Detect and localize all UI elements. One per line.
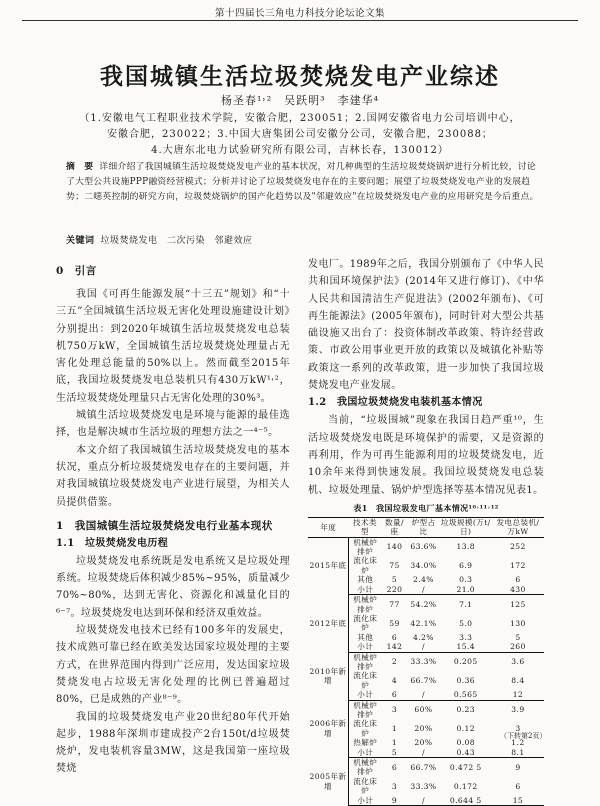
table-cell: 3.3	[459, 632, 473, 642]
table-cell: 34.0%	[410, 561, 437, 571]
table-row	[308, 700, 544, 719]
table-cell: 6	[515, 575, 521, 585]
table-cell: 0.172	[453, 781, 478, 791]
abstract	[66, 160, 544, 205]
table-cell: 流化床炉	[353, 776, 378, 796]
abstract-text: 详细介绍了我国城镇生活垃圾焚烧发电产业的基本状况，对几种典型的生活垃圾焚烧锅炉进行分析比较，讨论了大型公共设施PPP融资经营模式；分析并讨论了垃圾焚烧发电存在的主要问题；展望了垃圾焚烧发电产业的发展趋势；二噁英控制的研究方向，垃圾焚烧锅炉的国产化趋势以及"邻避效应"在垃圾焚烧发电产业的应用研究是今后重点。	[66, 162, 539, 202]
table-row	[308, 758, 544, 777]
table-cell: 其他	[357, 632, 374, 642]
table-cell: 1	[391, 724, 398, 734]
table-cell: 0.565	[440, 690, 492, 700]
section-1-1-paragraph-3: 我国的垃圾焚烧发电产业20世纪80年代开始起步，1988年深圳市建成投产2台150t/d垃圾焚烧炉，发电装机容量3MW，这是我国第一座垃圾焚烧	[56, 711, 290, 775]
table-header-capacity: 发电总装机/万kW	[492, 517, 544, 537]
intro-paragraph-2: 城镇生活垃圾焚烧发电是环境与能源的最佳选择，也是解决城市生活垃圾的理想方法之一⁴⁻⁵。	[56, 410, 290, 439]
table-header-year: 年度	[308, 517, 348, 537]
table-header-count: 数量/座	[382, 517, 408, 537]
table-cell: 3.9	[511, 705, 525, 715]
table-cell: 8.1	[492, 748, 544, 758]
table-cell: 220	[382, 585, 408, 595]
table-cell: 5	[515, 632, 521, 642]
table-cell: /	[407, 585, 439, 595]
table-cell: 小计	[348, 690, 381, 700]
table-cell: 130	[510, 618, 526, 628]
table-year-cell: 2015年底	[308, 537, 348, 594]
table-cell: 0.12	[456, 724, 475, 734]
table-cell: 42.1%	[410, 618, 437, 628]
table-cell: 其他	[357, 575, 374, 585]
table-cell: 6	[382, 690, 408, 700]
table-year-cell: 2006年新增	[308, 700, 348, 757]
table-row	[308, 537, 544, 556]
table-cell: 机械炉排炉	[353, 652, 378, 671]
affiliation-line-2: 安徽合肥，230022；3.中国大唐集团公司安徽分公司，安徽合肥，230088；	[107, 129, 493, 140]
table-cell: 12	[492, 690, 544, 700]
table-cell: 6	[391, 632, 398, 642]
table-cell: 66.7%	[410, 762, 437, 772]
table-cell: 252	[510, 542, 526, 552]
table-cell: 0.644 5	[440, 796, 492, 806]
table-cell: 20%	[414, 724, 433, 734]
section-1-1-heading: 1.1 垃圾焚烧发电历程	[56, 537, 169, 549]
affiliation-line-1: （1.安徽电气工程职业技术学院，安徽合肥，230051；2.国网安徽省电力公司培训中心，	[79, 113, 521, 124]
section-1-1-paragraph-2: 垃圾焚烧发电技术已经有100多年的发展史，技术成熟可靠已经在欧美发达国家垃圾处理的主要方式，在世界范围内得到广泛应用，发达国家垃圾焚烧发电占垃圾无害化处理的比例已普遍超过80%，已是成熟的产业⁸⁻⁹。	[56, 625, 290, 706]
right-paragraph-1: 发电厂。1989年之后，我国分别颁布了《中华人民共和国环境保护法》(2014年又进行修订)、《中华人民共和国清洁生产促进法》(2002年颁布)、《可再生能源法》(2005年颁布)，同时针对大型公共基础设施又出台了：投资体制改革政策、特许经营政策、市政公用事业更开放的政策以及城镇化补贴等政策这一系列的改革政策，进一步加快了我国垃圾焚烧发电产业发展。	[308, 259, 544, 392]
table-row	[308, 652, 544, 671]
table-cell: 7.1	[459, 599, 473, 609]
table-cell: /	[407, 748, 439, 758]
table-header-scale: 垃圾规模(万t/日)	[440, 517, 491, 537]
table-cell: 77	[389, 599, 400, 609]
table-cell: 小计	[348, 748, 381, 758]
left-column	[56, 262, 290, 778]
right-paragraph-2: 当前，“垃圾围城”现象在我国日趋严重¹⁰，生活垃圾焚烧发电既是环境保护的需要，又是资源的再利用，作为可再生能源利用的垃圾焚烧发电，近10余年来得到快速发展。我国垃圾焚烧发电总装机、垃圾处理量、锅炉炉型选择等基本情况见表1。	[308, 415, 544, 496]
intro-paragraph-1: 我国《可再生能源发展“十三五”规划》和“十三五”全国城镇生活垃圾无害化处理设施建设计划》分别提出：到2020年城镇生活垃圾焚烧发电总装机750万kW，全国城镇生活垃圾焚烧处理量占无害化处理总能量的50%以上。然而截至2015年底，我国垃圾焚烧发电总装机只有430万kW¹˒²，生活垃圾焚烧处理量只占无害化处理的30%³。	[56, 289, 290, 404]
table-cell: 5	[391, 575, 398, 585]
table-cell: 0.472 5	[449, 762, 482, 772]
table-cell: 流化床炉	[353, 719, 378, 738]
table-cell: 小计	[348, 796, 381, 806]
paper-title: 我国城镇生活垃圾焚烧发电产业综述	[100, 63, 500, 90]
author-line: 杨圣春¹˒² 吴跃明³ 李建华⁴	[220, 94, 380, 107]
table-cell: 142	[382, 642, 408, 652]
table-cell: 0.23	[456, 705, 475, 715]
table-cell: 9	[382, 796, 408, 806]
table-cell: 4.2%	[413, 632, 434, 642]
table-year-cell: 2012年底	[308, 595, 348, 652]
table-cell: 2	[391, 657, 398, 667]
section-1-1-paragraph-1: 垃圾焚烧发电系统既是发电系统又是垃圾处理系统。垃圾焚烧后体积减少85%~95%，质量减少70%~80%，达到无害化、资源化和减量化目的⁶⁻⁷。垃圾焚烧发电达到环保和经济双重效益。	[56, 555, 290, 619]
table-cell: 6.9	[459, 561, 473, 571]
table-cell: 172	[510, 561, 526, 571]
section-1-2-heading: 1.2 我国垃圾焚烧发电装机基本情况	[308, 397, 483, 409]
table-cell: 3	[391, 705, 398, 715]
table-cell: /	[407, 690, 439, 700]
affiliation-line-3: 4.大唐东北电力试验研究所有限公司，吉林长春，130012）	[151, 145, 449, 156]
table-header-type: 技术类型	[348, 517, 381, 537]
table-cell: 15	[492, 796, 544, 806]
table-cell: 热解炉	[353, 738, 378, 748]
table-cell: 5	[382, 748, 408, 758]
table-cell: 9	[515, 762, 521, 772]
table-cell: 流化床炉	[353, 613, 378, 633]
table-cell: 5.0	[459, 618, 473, 628]
table-cell: 8.4	[511, 676, 525, 686]
table-cell: 6	[515, 781, 521, 791]
table-cell: 流化床炉	[353, 671, 378, 690]
table-cell: 0.08	[456, 738, 475, 748]
table-cell: 13.8	[456, 542, 475, 552]
table-cell: 33.3%	[410, 781, 437, 791]
table-cell: 21.0	[440, 585, 492, 595]
table-header-share: 炉型占比	[407, 517, 439, 537]
abstract-label: 摘 要	[66, 162, 94, 172]
power-plant-table	[308, 517, 547, 806]
table-caption: 表1 我国垃圾发电厂基本情况¹⁰˒¹¹˒¹²	[353, 502, 499, 513]
section-0-heading: 0 引言	[56, 265, 97, 277]
table-cell: 4	[391, 676, 398, 686]
table-cell: /	[407, 796, 439, 806]
table-cell: 小计	[348, 585, 381, 595]
intro-paragraph-3: 本文介绍了我国城镇生活垃圾焚烧发电的基本状况，重点分析垃圾焚烧发电存在的主要问题，并对我国城镇垃圾焚烧发电产业进行展望，为相关人员提供借鉴。	[56, 444, 290, 508]
table-cell: 2.4%	[413, 575, 434, 585]
table-cell: 机械炉排炉	[353, 537, 378, 557]
table-cell: 20%	[414, 738, 433, 748]
table-cell: 机械炉排炉	[353, 595, 378, 614]
table-cell: 0.205	[453, 657, 478, 667]
table-row	[308, 595, 544, 614]
table-cell: 430	[492, 585, 544, 595]
table-cell: 63.6%	[410, 542, 437, 552]
table-cell: 59	[389, 618, 400, 628]
table-cell: 66.7%	[410, 676, 437, 686]
table-cell: 小计	[348, 642, 381, 652]
table-cell: 0.3	[459, 575, 473, 585]
table-cell: 0.36	[456, 676, 475, 686]
header-rule	[22, 20, 578, 21]
table-cell: 3	[515, 724, 521, 734]
table-cell: 机械炉排炉	[353, 758, 378, 777]
keywords-text: 垃圾焚烧发电 二次污染 邻避效应	[100, 236, 253, 246]
table-cell: 6	[391, 762, 398, 772]
table-cell: 54.2%	[410, 599, 437, 609]
table-cell: 0.43	[440, 748, 492, 758]
table-year-cell: 2005年新增	[308, 758, 348, 806]
table-year-cell: 2010年新增	[308, 652, 348, 700]
keywords-label: 关键词	[66, 236, 95, 246]
table-cell: 3	[391, 781, 398, 791]
table-cell: 流化床炉	[353, 556, 378, 575]
keywords	[66, 233, 544, 246]
section-1-heading: 1 我国城镇生活垃圾焚烧发电行业基本现状	[56, 519, 273, 532]
table-cell: 75	[389, 561, 400, 571]
table-cell: 1	[391, 738, 398, 748]
table-cell: 15.4	[440, 642, 492, 652]
table-cell: 60%	[414, 705, 433, 715]
table-cell: 140	[386, 542, 403, 552]
table-cell: 3.6	[511, 657, 525, 667]
running-head: 第十四届长三角电力科技分论坛论文集	[214, 8, 385, 19]
table-body	[308, 537, 547, 805]
table-cell: 33.3%	[410, 657, 437, 667]
table-cell: 1.2	[511, 738, 525, 748]
table-cell: /	[407, 642, 439, 652]
continuation-note: （下转第2页）	[500, 732, 547, 740]
right-column	[308, 256, 547, 806]
table-cell: 260	[492, 642, 544, 652]
table-cell: 机械炉排炉	[353, 700, 378, 719]
table-cell: 125	[510, 599, 526, 609]
